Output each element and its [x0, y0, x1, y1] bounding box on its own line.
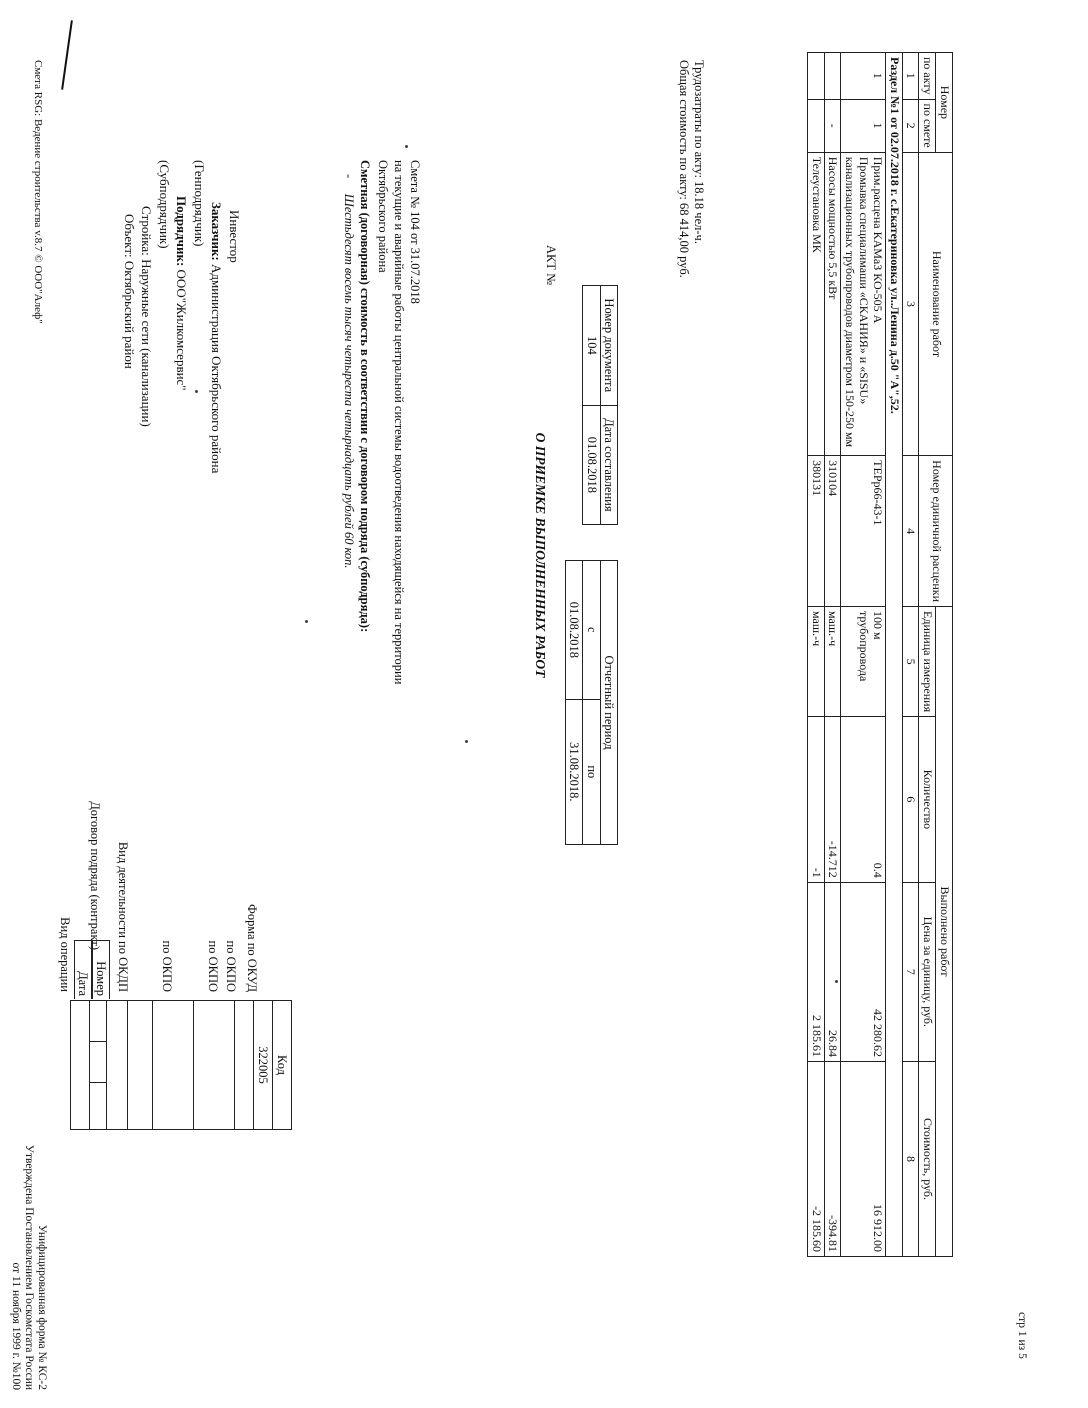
- contractor-value: ООО"Жилкомсервис": [174, 269, 190, 391]
- row-unit: маш.-ч: [824, 607, 841, 717]
- period-table: [565, 560, 618, 845]
- cost-total: Общая стоимость по акту: 68 414,00 руб.: [677, 60, 691, 278]
- document-number-value: 104: [583, 286, 600, 406]
- software-note: Смета RSG: Ведение строительства v.8.7 © ООО"Алеф": [32, 60, 44, 324]
- col-num-1: 1: [902, 53, 919, 100]
- object-label: Объект:: [122, 214, 137, 258]
- totals-block: [676, 60, 706, 278]
- contract-number-cell: [107, 1001, 128, 1130]
- period-to-value: 31.08.2018.: [565, 699, 582, 844]
- contractor-sub: (Субподрядчик): [157, 160, 172, 249]
- row-act-number: [824, 53, 841, 100]
- act-label: АКТ №: [544, 245, 558, 286]
- row-cost: 16 912.00: [841, 1061, 885, 1256]
- okud-value: 322005: [254, 1001, 273, 1130]
- estimate-dash: -: [342, 174, 356, 179]
- row-est-number: 1: [841, 99, 885, 152]
- period-from-header: с: [583, 561, 600, 700]
- customer-label: Заказчик:: [209, 202, 225, 261]
- code-header: Код: [273, 1001, 292, 1130]
- table-row: [824, 53, 841, 1257]
- col-num-7: 7: [902, 882, 919, 1061]
- row-cost: -2 185.60: [807, 1061, 824, 1256]
- customer-value: Администрация Октябрьского района: [209, 264, 225, 474]
- estimate-line2: на текущие и аварийные работы центральной системы водоотведения находящейся на территории: [392, 160, 406, 685]
- row-act-number: [807, 53, 824, 100]
- page-number: стр 1 из 5: [1016, 1312, 1028, 1359]
- okpo3-cell: [153, 1001, 194, 1130]
- row-price: 42 280.62: [841, 882, 885, 1061]
- object-value: Октябрьский район: [122, 260, 137, 369]
- col-num-5: 5: [902, 607, 919, 717]
- okdp-label: Вид деятельности по ОКДП: [116, 841, 130, 992]
- customer-sub: (Генподрядчик): [192, 160, 207, 247]
- row-act-number: 1: [841, 53, 885, 100]
- row-unit: 100 м трубопровода: [841, 607, 885, 717]
- okpo1-label: по ОКПО: [224, 940, 238, 992]
- operation-label: Вид операции: [58, 917, 72, 992]
- row-rate: 380131: [807, 456, 824, 607]
- okpo3-label: по ОКПО: [160, 940, 174, 992]
- th-rate: Номер единичной расценки: [919, 456, 953, 607]
- form-header: [8, 1000, 48, 1390]
- th-number: Номер: [936, 53, 953, 153]
- scan-speck: [465, 740, 468, 743]
- row-qty: 0.4: [841, 717, 885, 883]
- document-number-header: Номер документа: [600, 286, 617, 406]
- period-to-header: по: [583, 699, 600, 844]
- okpo2-cell: [194, 1001, 235, 1130]
- investor-label: Инвестор: [227, 210, 242, 263]
- form-header-line3: от 11 ноября 1999 г. №100: [9, 1262, 22, 1390]
- code-box: [58, 801, 292, 1130]
- contract-date-cell: [90, 1041, 106, 1083]
- period-header: Отчетный период: [600, 561, 617, 845]
- row-price: 2 185.61: [807, 882, 824, 1061]
- th-done: Выполнено работ: [936, 607, 953, 1257]
- row-name: Прим.расцена КАМаЗ КО-505 А: [870, 156, 885, 324]
- labor-total: Трудозатраты по акту: 18.18 чел-ч.: [692, 60, 706, 244]
- col-num-4: 4: [902, 456, 919, 607]
- estimate-cost-words: Шестьдесят восемь тысяч четыреста четырнадцать рублей 60 коп.: [342, 193, 356, 569]
- th-by-act: по акту: [919, 53, 936, 100]
- act-title: О ПРИЕМКЕ ВЫПОЛНЕННЫХ РАБОТ: [533, 432, 548, 678]
- document-date-header: Дата составления: [600, 405, 617, 524]
- row-est-number: [807, 99, 824, 152]
- period-from-value: 01.08.2018: [565, 561, 582, 700]
- contract-number-label: Номер: [92, 940, 110, 999]
- scan-speck: [405, 145, 408, 148]
- estimate-cost-label: Сметная (договорная) стоимость в соответствии с договором подряда (субподряда):: [358, 160, 372, 633]
- th-name: Наименование работ: [919, 152, 953, 455]
- okpo2-label: по ОКПО: [206, 940, 220, 992]
- operation-cell: [71, 1001, 90, 1130]
- table-row: [841, 53, 885, 1257]
- row-qty: -1: [807, 717, 824, 883]
- document-date-value: 01.08.2018: [583, 405, 600, 524]
- contract-label: Договор подряда (контракт): [88, 801, 102, 950]
- th-price: Цена за единицу, руб.: [919, 882, 936, 1061]
- construction-label: Стройка:: [139, 206, 155, 256]
- col-num-3: 3: [902, 152, 919, 455]
- row-rate: 310104: [824, 456, 841, 607]
- table-row: [807, 53, 824, 1257]
- parties-block: [121, 160, 244, 473]
- th-qty: Количество: [919, 717, 936, 883]
- th-by-estimate: по смете: [919, 99, 936, 152]
- scan-speck: [835, 980, 838, 983]
- document-number-table: [582, 285, 618, 525]
- th-unit: Единица измерения: [919, 607, 936, 717]
- row-name: Телеустановка МК: [807, 152, 824, 455]
- col-num-2: 2: [902, 99, 919, 152]
- col-num-8: 8: [902, 1061, 919, 1256]
- form-header-line1: Унифицированная форма № КС-2: [36, 1224, 48, 1390]
- estimate-block: [341, 160, 423, 684]
- construction-value: Наружные сети (канализации): [139, 259, 155, 427]
- okud-label: Форма по ОКУД: [245, 904, 259, 992]
- works-table: [807, 52, 953, 1257]
- row-rate: ТЕРр66-43-1: [841, 456, 885, 607]
- scan-speck: [195, 390, 198, 393]
- row-name-detail: Промывка специалимаши «СКАНИЯ» и «SISU» канализационных трубопроводов диаметром 150-250 мм: [843, 156, 872, 448]
- section-title: Раздел №1 от 02.07.2018 г. с.Екатериновка ул..Ленина д.50 "А",52.: [885, 53, 902, 1257]
- row-name: Насосы мощностью 5,5 кВт: [824, 152, 841, 455]
- contract-date-label: Дата: [74, 940, 92, 999]
- pen-mark: [61, 20, 73, 90]
- row-est-number: -: [824, 99, 841, 152]
- estimate-line1: Смета № 104 от 31.07.2018: [408, 160, 422, 304]
- estimate-line3: Октябрьского района: [376, 160, 390, 273]
- row-price: 26.84: [824, 882, 841, 1061]
- okpo1-cell: [235, 1001, 254, 1130]
- form-header-line2: Утверждена Постановлением Госкомстата России: [22, 1144, 35, 1390]
- contractor-label: Подрядчик:: [174, 196, 190, 267]
- th-cost: Стоимость, руб.: [919, 1061, 936, 1256]
- scan-speck: [305, 620, 308, 623]
- row-cost: -394.81: [824, 1061, 841, 1256]
- okdp-cell: [128, 1001, 153, 1130]
- row-unit: маш.-ч: [807, 607, 824, 717]
- col-num-6: 6: [902, 717, 919, 883]
- row-qty: -14.712: [824, 717, 841, 883]
